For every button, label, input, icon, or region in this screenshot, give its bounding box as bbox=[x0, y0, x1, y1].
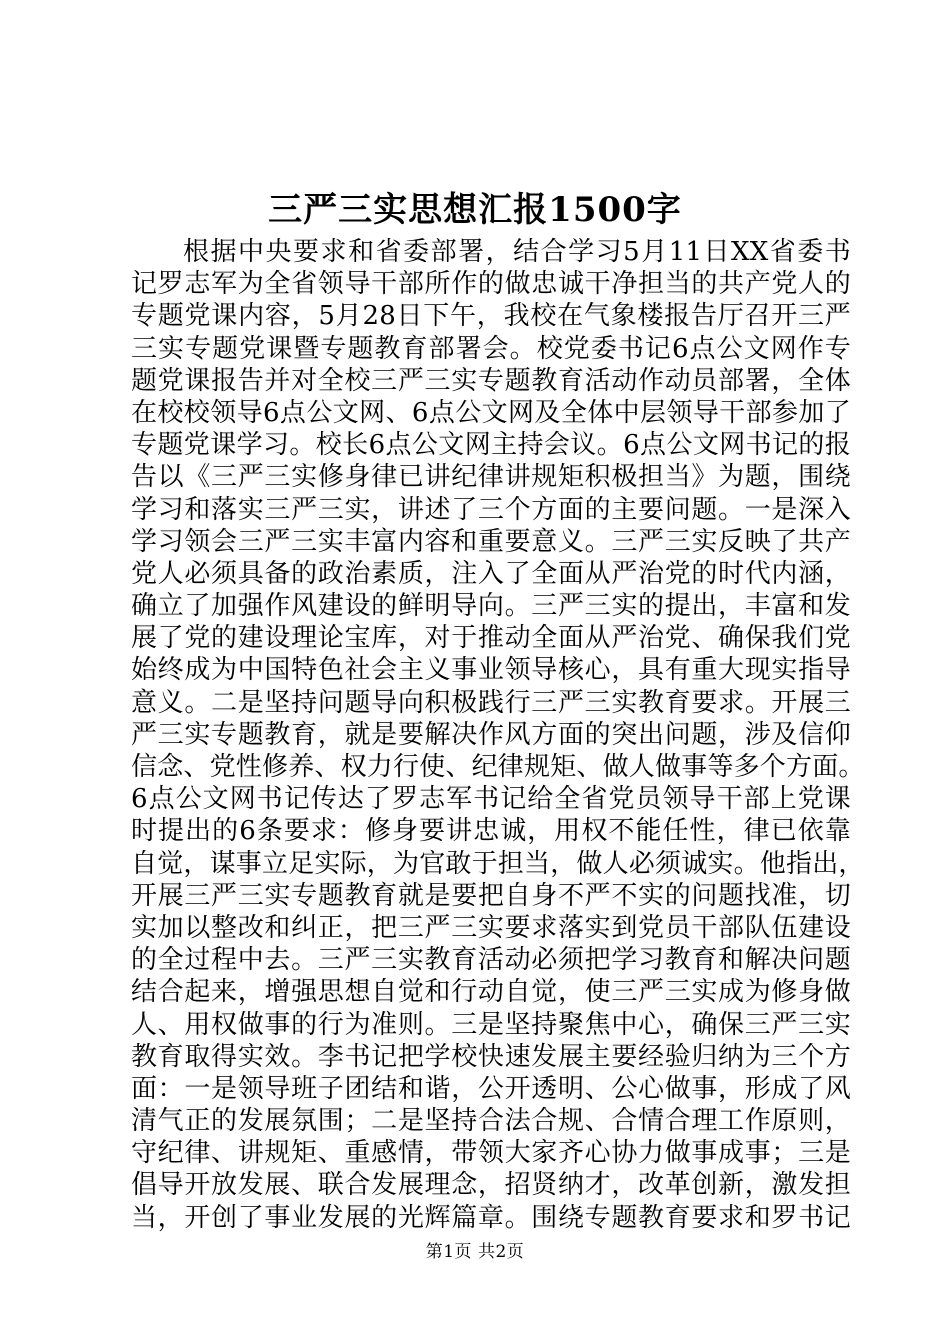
body-line: 倡导开放发展、联合发展理念，招贤纳才，改革创新，激发担 bbox=[131, 1170, 851, 1201]
body-line: 教育取得实效。李书记把学校快速发展主要经验归纳为三个方 bbox=[131, 1041, 851, 1072]
body-line: 信念、党性修养、权力行使、纪律规矩、做人做事等多个方面。 bbox=[131, 752, 865, 782]
body-line: 当，开创了事业发展的光辉篇章。围绕专题教育要求和罗书记 bbox=[131, 1202, 851, 1233]
body-line: 三实专题党课暨专题教育部署会。校党委书记6点公文网作专 bbox=[131, 333, 851, 364]
body-line: 告以《三严三实修身律已讲纪律讲规矩积极担当》为题，围绕 bbox=[131, 462, 851, 493]
body-line: 根据中央要求和省委部署，结合学习5月11日XX省委书 bbox=[183, 237, 851, 267]
body-line: 6点公文网书记传达了罗志军书记给全省党员领导干部上党课 bbox=[131, 784, 851, 815]
body-line: 专题党课学习。校长6点公文网主持会议。6点公文网书记的报 bbox=[131, 430, 851, 461]
body-line: 实加以整改和纠正，把三严三实要求落实到党员干部队伍建设 bbox=[131, 912, 851, 943]
body-line: 守纪律、讲规矩、重感情，带领大家齐心协力做事成事；三是 bbox=[131, 1138, 851, 1169]
body-line: 在校校领导6点公文网、6点公文网及全体中层领导干部参加了 bbox=[131, 397, 851, 428]
body-line: 自觉，谋事立足实际，为官敢于担当，做人必须诚实。他指出， bbox=[131, 848, 865, 879]
body-line: 结合起来，增强思想自觉和行动自觉，使三严三实成为修身做 bbox=[131, 977, 851, 1008]
body-line: 学习和落实三严三实，讲述了三个方面的主要问题。一是深入 bbox=[131, 494, 851, 525]
body-line: 面：一是领导班子团结和谐，公开透明、公心做事，形成了风 bbox=[131, 1073, 851, 1104]
body-line: 清气正的发展氛围；二是坚持合法合规、合情合理工作原则， bbox=[131, 1106, 851, 1137]
body-line: 开展三严三实专题教育就是要把自身不严不实的问题找准，切 bbox=[131, 880, 851, 911]
body-line: 题党课报告并对全校三严三实专题教育活动作动员部署，全体 bbox=[131, 365, 851, 396]
document-body bbox=[131, 236, 865, 1234]
body-line: 记罗志军为全省领导干部所作的做忠诚干净担当的共产党人的 bbox=[131, 269, 851, 300]
body-line: 人、用权做事的行为准则。三是坚持聚焦中心，确保三严三实 bbox=[131, 1009, 851, 1040]
body-line: 展了党的建设理论宝库，对于推动全面从严治党、确保我们党 bbox=[131, 623, 851, 654]
body-line: 党人必须具备的政治素质，注入了全面从严治党的时代内涵， bbox=[131, 558, 851, 589]
body-line: 专题党课内容，5月28日下午，我校在气象楼报告厅召开三严 bbox=[131, 301, 851, 332]
body-line: 严三实专题教育，就是要解决作风方面的突出问题，涉及信仰 bbox=[131, 719, 851, 750]
page-number: 第1页 共2页 bbox=[425, 1242, 525, 1262]
document-title: 三严三实思想汇报1500字 bbox=[268, 190, 682, 230]
body-line: 意义。二是坚持问题导向积极践行三严三实教育要求。开展三 bbox=[131, 687, 851, 718]
body-line: 确立了加强作风建设的鲜明导向。三严三实的提出，丰富和发 bbox=[131, 591, 851, 622]
body-line: 始终成为中国特色社会主义事业领导核心，具有重大现实指导 bbox=[131, 655, 851, 686]
body-line: 的全过程中去。三严三实教育活动必须把学习教育和解决问题 bbox=[131, 945, 851, 976]
body-line: 学习领会三严三实丰富内容和重要意义。三严三实反映了共产 bbox=[131, 526, 851, 557]
body-line: 时提出的6条要求：修身要讲忠诚，用权不能任性，律已依靠 bbox=[131, 816, 851, 847]
